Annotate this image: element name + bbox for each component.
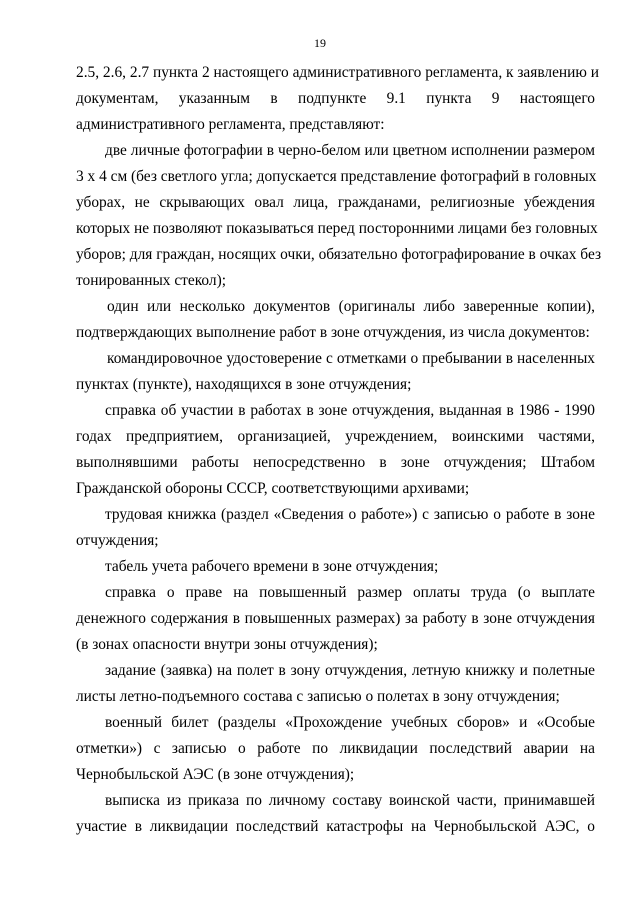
text-line: листы летно-подъемного состава с записью о полетах в зону отчуждения; <box>76 688 560 705</box>
paragraph-work-book <box>76 502 595 554</box>
text-line: документам, указанным в подпункте 9.1 пункта 9 настоящего <box>76 90 595 107</box>
text-line: 3 х 4 см (без светлого угла; допускается представление фотографий в головных <box>76 168 597 185</box>
paragraph-flight-task <box>76 658 595 710</box>
text-line: военный билет (разделы «Прохождение учебных сборов» и «Особые <box>105 714 595 731</box>
text-line: командировочное удостоверение с отметками о пребывании в населенных <box>107 350 595 367</box>
text-line: трудовая книжка (раздел «Сведения о работе») с записью о работе в зоне <box>105 506 595 523</box>
text-line: участие в ликвидации последствий катастрофы на Чернобыльской АЭС, о <box>76 818 595 835</box>
text-line: Гражданской обороны СССР, соответствующими архивами; <box>76 480 470 497</box>
text-line: задание (заявка) на полет в зону отчуждения, летную книжку и полетные <box>105 662 595 679</box>
paragraph-timesheet <box>76 554 595 580</box>
text-line: уборах, не скрывающих овал лица, гражданами, религиозные убеждения <box>76 194 595 211</box>
paragraph-order-extract <box>76 788 595 840</box>
paragraph-travel-certificate <box>76 346 595 398</box>
text-line: подтверждающих выполнение работ в зоне отчуждения, из числа документов: <box>76 324 590 341</box>
text-line: которых не позволяют показываться перед посторонними лицами без головных <box>76 220 598 237</box>
text-line: справка об участии в работах в зоне отчуждения, выданная в 1986 - 1990 <box>105 402 595 419</box>
paragraph-participation-certificate <box>76 398 595 502</box>
paragraph-continuation <box>76 60 599 138</box>
text-line: справка о праве на повышенный размер оплаты труда (о выплате <box>105 584 595 601</box>
page-number: 19 <box>314 36 326 50</box>
paragraph-pay-certificate <box>76 580 595 658</box>
text-line: отчуждения; <box>76 532 159 549</box>
text-line: две личные фотографии в черно-белом или цветном исполнении размером <box>105 142 595 159</box>
text-line: один или несколько документов (оригиналы либо заверенные копии), <box>107 298 595 315</box>
text-line: табель учета рабочего времени в зоне отчуждения; <box>105 558 439 575</box>
paragraph-military-id <box>76 710 595 788</box>
text-line: выписка из приказа по личному составу воинской части, принимавшей <box>105 792 595 809</box>
text-line: годах предприятием, организацией, учреждением, воинскими частями, <box>76 428 595 445</box>
text-line: Чернобыльской АЭС (в зоне отчуждения); <box>76 766 355 783</box>
text-line: (в зонах опасности внутри зоны отчуждения); <box>76 636 378 653</box>
paragraph-documents <box>76 294 595 346</box>
text-line: пунктах (пункте), находящихся в зоне отчуждения; <box>76 376 412 393</box>
text-line: уборов; для граждан, носящих очки, обязательно фотографирование в очках без <box>76 246 602 263</box>
document-body <box>76 60 602 840</box>
text-line: 2.5, 2.6, 2.7 пункта 2 настоящего административного регламента, к заявлению и <box>76 64 599 81</box>
paragraph-photographs <box>76 138 602 294</box>
text-line: выполнявшими работы непосредственно в зоне отчуждения; Штабом <box>76 454 595 471</box>
text-line: отметки») с записью о работе по ликвидации последствий аварии на <box>76 740 595 757</box>
text-line: тонированных стекол); <box>76 272 226 289</box>
text-line: денежного содержания в повышенных размерах) за работу в зоне отчуждения <box>76 610 595 627</box>
text-line: административного регламента, представляют: <box>76 116 385 133</box>
